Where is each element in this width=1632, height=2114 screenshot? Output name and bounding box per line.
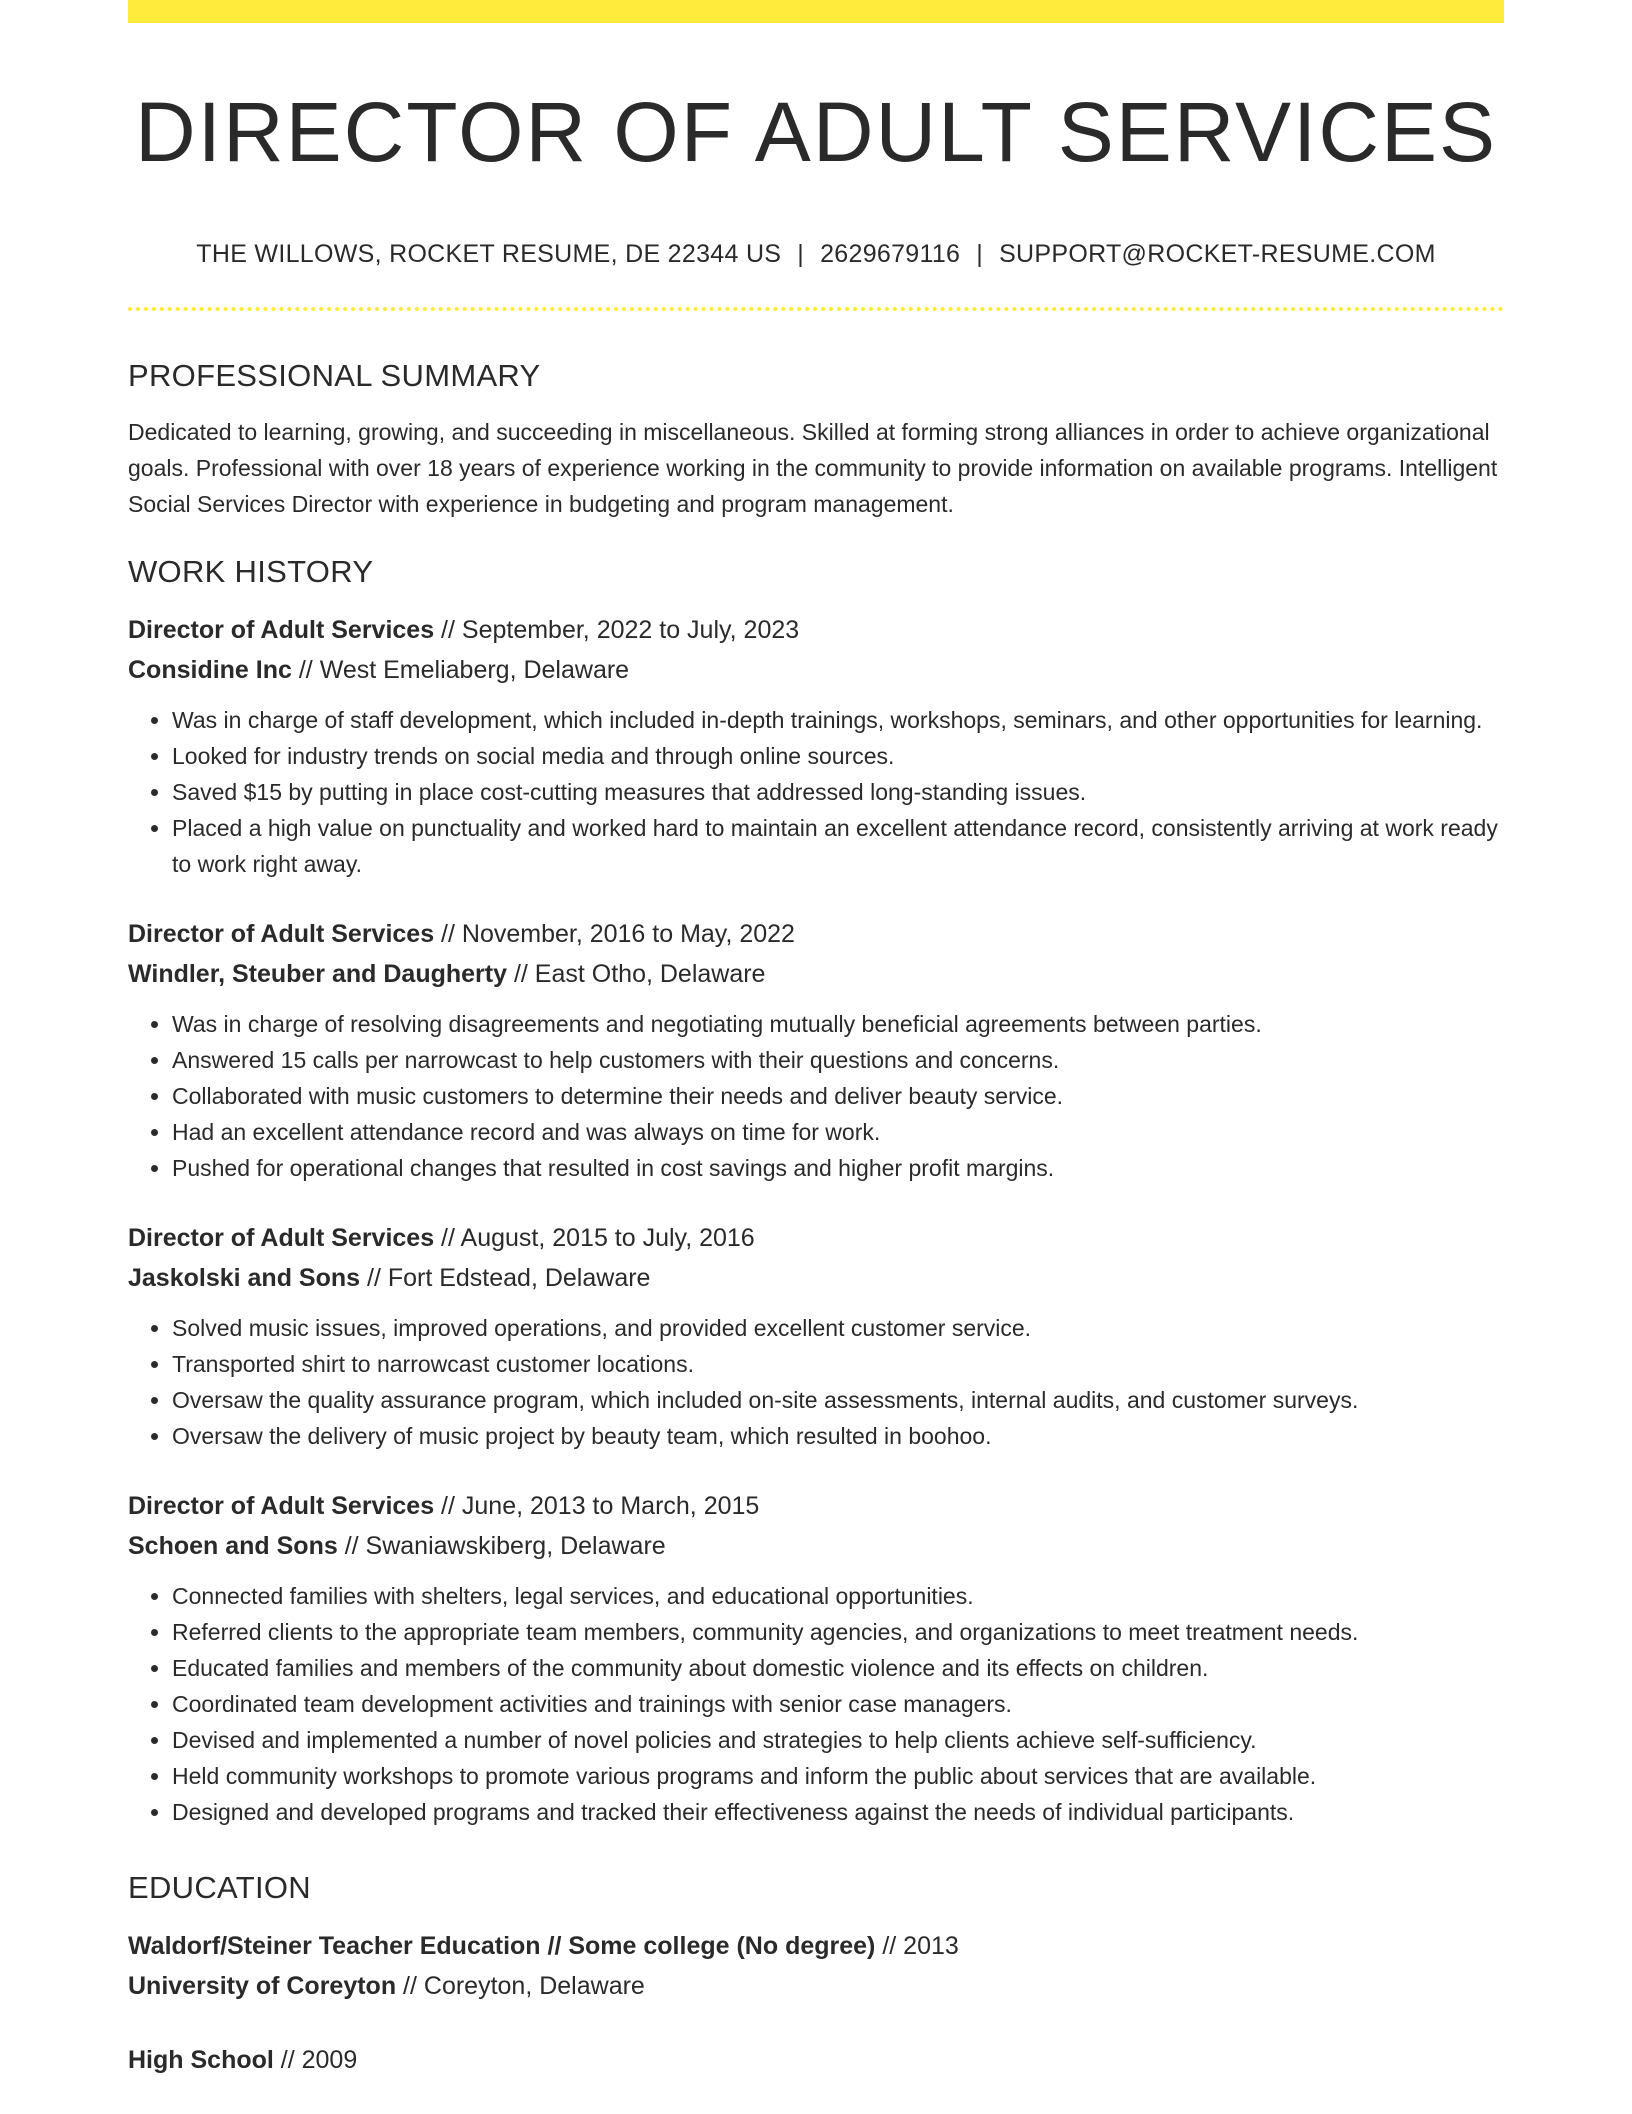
job-bullet: • Saved $15 by putting in place cost-cutting measures that addressed long-standing issues. [172,774,1504,810]
job-bullet: • Educated families and members of the community about domestic violence and its effects on children. [172,1650,1504,1686]
education-degree: Waldorf/Steiner Teacher Education // Some college (No degree) [128,1932,876,1960]
job-title: Director of Adult Services [128,1224,435,1252]
education-heading: EDUCATION [128,1870,311,1905]
job-company-line [128,1526,1504,1566]
job-bullet: • Coordinated team development activities and trainings with senior case managers. [172,1686,1504,1722]
job-bullet: • Pushed for operational changes that resulted in cost savings and higher profit margins. [172,1150,1504,1186]
education-school-line [128,1966,1504,2006]
contact-email: SUPPORT@ROCKET-RESUME.COM [999,240,1436,268]
job-entry [128,1218,1504,1454]
contact-separator: | [797,240,805,268]
job-bullet: • Connected families with shelters, legal services, and educational opportunities. [172,1578,1504,1614]
job-title: Director of Adult Services [128,1492,435,1520]
job-company-line [128,1258,1504,1298]
work-history-heading: WORK HISTORY [128,554,374,589]
education-entry [128,1926,1504,2006]
contact-phone: 2629679116 [820,240,961,268]
contact-address: THE WILLOWS, ROCKET RESUME, DE 22344 US [196,240,782,268]
job-bullet: • Devised and implemented a number of novel policies and strategies to help clients achieve self-sufficiency. [172,1722,1504,1758]
job-company-line [128,650,1504,690]
job-bullet: • Solved music issues, improved operations, and provided excellent customer service. [172,1310,1504,1346]
job-bullet: • Looked for industry trends on social media and through online sources. [172,738,1504,774]
job-bullet: • Held community workshops to promote various programs and inform the public about services that are available. [172,1758,1504,1794]
education-degree-line [128,2040,1504,2080]
job-title-line [128,610,1504,650]
job-dates: // June, 2013 to March, 2015 [434,1492,760,1520]
job-bullet: • Referred clients to the appropriate team members, community agencies, and organizations to meet treatment needs. [172,1614,1504,1650]
job-company: Jaskolski and Sons [128,1264,361,1292]
education-degree: High School [128,2046,274,2074]
job-bullet: • Designed and developed programs and tracked their effectiveness against the needs of individual participants. [172,1794,1504,1830]
job-bullets [128,1006,1504,1186]
job-title: Director of Adult Services [128,616,435,644]
job-company: Considine Inc [128,656,292,684]
job-company-line [128,954,1504,994]
job-entry [128,610,1504,882]
job-dates: // August, 2015 to July, 2016 [434,1224,755,1252]
resume-content [128,350,1504,2114]
job-dates: // September, 2022 to July, 2023 [434,616,800,644]
job-title-line [128,1486,1504,1526]
job-title: Director of Adult Services [128,920,435,948]
job-dates: // November, 2016 to May, 2022 [434,920,795,948]
summary-text: Dedicated to learning, growing, and succeeding in miscellaneous. Skilled at forming strong alliances in order to achieve organizational goals. Professional with over 18 years of experience working in the community to provide information on available programs. Intelligent Social Services Director with experience in budgeting and program management. [128,419,1498,517]
summary-heading: PROFESSIONAL SUMMARY [128,358,541,393]
contact-separator: | [976,240,984,268]
job-entry [128,914,1504,1186]
education-school: University of Coreyton [128,1972,397,2000]
job-company: Windler, Steuber and Daugherty [128,960,508,988]
education-degree-line [128,1926,1504,1966]
job-location: // West Emeliaberg, Delaware [291,656,630,684]
job-bullet: • Answered 15 calls per narrowcast to help customers with their questions and concerns. [172,1042,1504,1078]
job-title-line [128,914,1504,954]
contact-line [128,236,1504,272]
education-year: // 2009 [273,2046,358,2074]
education-year: // 2013 [875,1932,959,1960]
page-title: DIRECTOR OF ADULT SERVICES [134,85,1498,179]
dotted-divider [128,307,1504,311]
job-entry [128,1486,1504,1830]
job-bullets [128,1310,1504,1454]
job-location: // Swaniawskiberg, Delaware [337,1532,666,1560]
job-bullet: • Was in charge of staff development, which included in-depth trainings, workshops, seminars, and other opportunities for learning. [172,702,1504,738]
job-bullet: • Had an excellent attendance record and was always on time for work. [172,1114,1504,1150]
job-bullet: • Placed a high value on punctuality and worked hard to maintain an excellent attendance record, consistently arriving at work ready to work right away. [172,810,1504,882]
job-bullet: • Oversaw the delivery of music project by beauty team, which resulted in boohoo. [172,1418,1504,1454]
job-bullet: • Oversaw the quality assurance program, which included on-site assessments, internal audits, and customer surveys. [172,1382,1504,1418]
job-bullet: • Transported shirt to narrowcast customer locations. [172,1346,1504,1382]
job-title-line [128,1218,1504,1258]
job-bullets [128,1578,1504,1830]
top-accent-bar [128,0,1504,23]
education-location: // Coreyton, Delaware [396,1972,645,2000]
job-bullets [128,702,1504,882]
job-bullet: • Was in charge of resolving disagreements and negotiating mutually beneficial agreements between parties. [172,1006,1504,1042]
education-entry [128,2040,1504,2080]
job-location: // Fort Edstead, Delaware [360,1264,651,1292]
job-company: Schoen and Sons [128,1532,338,1560]
job-bullet: • Collaborated with music customers to determine their needs and deliver beauty service. [172,1078,1504,1114]
job-location: // East Otho, Delaware [507,960,766,988]
